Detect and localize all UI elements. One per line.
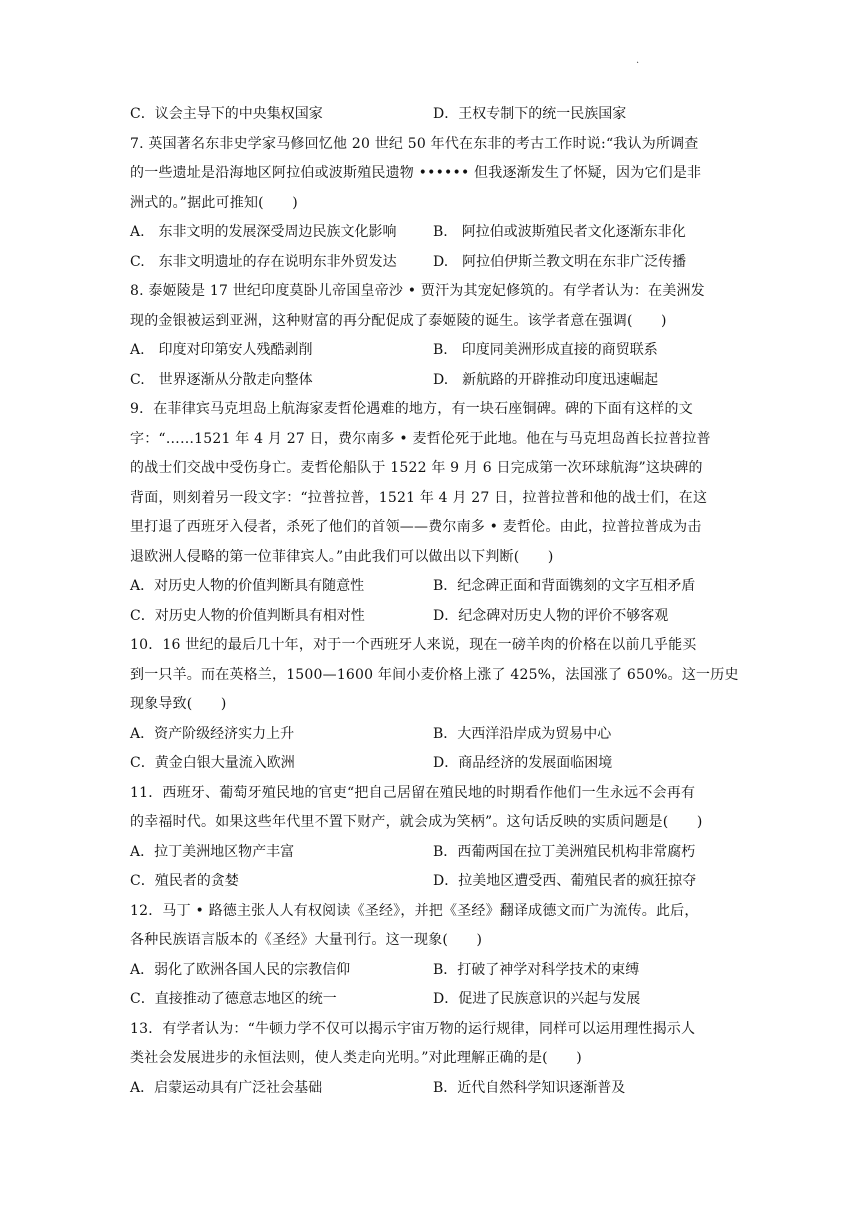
q10-option-d[interactable]: D．商品经济的发展面临困境 <box>433 755 613 771</box>
q10-option-a[interactable]: A．资产阶级经济实力上升 <box>130 725 295 742</box>
q7-option-d[interactable]: D. 阿拉伯伊斯兰教文明在东非广泛传播 <box>433 253 687 270</box>
question-13 <box>130 1015 730 1104</box>
q7-option-b[interactable]: B. 阿拉伯或波斯殖民者文化逐渐东非化 <box>433 224 686 240</box>
q12-options-ab <box>130 956 730 986</box>
header-mark: · <box>636 58 640 69</box>
q10-stem-line: 到一只羊。而在英格兰，1500—1600 年间小麦价格上涨了 425%，法国涨了 650%。这一历史 <box>130 666 739 683</box>
q10-option-b[interactable]: B．大西洋沿岸成为贸易中心 <box>433 725 612 742</box>
q13-option-a[interactable]: A．启蒙运动具有广泛社会基础 <box>130 1079 323 1096</box>
q13-option-b[interactable]: B．近代自然科学知识逐渐普及 <box>433 1079 626 1096</box>
q12-stem-line: 各种民族语言版本的《圣经》大量刊行。这一现象( ) <box>130 932 483 948</box>
q9-stem-line: 的战士们交战中受伤身亡。麦哲伦船队于 1522 年 9 月 6 日完成第一次环球航海”这块碑的 <box>130 460 703 476</box>
q11-option-d[interactable]: D．拉美地区遭受西、葡殖民者的疯狂掠夺 <box>433 873 697 889</box>
q11-options-ab <box>130 838 730 868</box>
q13-options-ab <box>130 1074 730 1104</box>
q11-stem-line: 的幸福时代。如果这些年代里不置下财产，就会成为笑柄”。这句话反映的实质问题是( ) <box>130 814 703 830</box>
q8-options-cd <box>130 366 730 396</box>
q7-option-a[interactable]: A. 东非文明的发展深受周边民族文化影响 <box>130 224 397 240</box>
q8-options-ab <box>130 336 730 366</box>
question-11 <box>130 779 730 897</box>
q6-option-c[interactable]: C．议会主导下的中央集权国家 <box>130 106 323 122</box>
q8-option-a[interactable]: A. 印度对印第安人残酷剥削 <box>130 342 313 358</box>
question-content <box>130 100 739 1103</box>
q8-option-d[interactable]: D. 新航路的开辟推动印度迅速崛起 <box>433 371 659 388</box>
q6-option-d[interactable]: D．王权专制下的统一民族国家 <box>433 106 627 122</box>
q9-options-cd <box>130 602 730 632</box>
question-12 <box>130 897 730 1015</box>
q12-option-a[interactable]: A．弱化了欧洲各国人民的宗教信仰 <box>130 961 351 978</box>
q10-options-cd <box>130 749 730 779</box>
q12-option-b[interactable]: B．打破了神学对科学技术的束缚 <box>433 961 640 978</box>
q13-stem-line: 13．有学者认为：“牛顿力学不仅可以揭示宇宙万物的运行规律，同样可以运用理性揭示人 <box>130 1020 696 1037</box>
q11-option-b[interactable]: B．西葡两国在拉丁美洲殖民机构非常腐朽 <box>433 843 696 860</box>
q9-option-c[interactable]: C．对历史人物的价值判断具有相对性 <box>130 607 365 624</box>
q7-stem-line: 7. 英国著名东非史学家马修回忆他 20 世纪 50 年代在东非的考古工作时说:“我认为所调查 <box>130 135 699 152</box>
q9-stem-line: 9．在菲律宾马克坦岛上航海家麦哲伦遇难的地方，有一块石座铜碑。碑的下面有这样的文 <box>130 401 693 417</box>
q9-stem-line: 里打退了西班牙入侵者，杀死了他们的首领——费尔南多 • 麦哲伦。由此，拉普拉普成为击 <box>130 519 702 535</box>
q7-stem-line: 洲式的。”据此可推知( ) <box>130 194 298 211</box>
question-9 <box>130 395 730 631</box>
q11-options-cd <box>130 867 730 897</box>
q8-stem-line: 8. 泰姬陵是 17 世纪印度莫卧儿帝国皇帝沙 • 贾汗为其宠妃修筑的。有学者认为：在美洲发 <box>130 283 705 299</box>
q10-option-c[interactable]: C．黄金白银大量流入欧洲 <box>130 755 295 771</box>
q8-option-c[interactable]: C. 世界逐渐从分散走向整体 <box>130 371 313 388</box>
question-10 <box>130 631 739 779</box>
q11-option-a[interactable]: A．拉丁美洲地区物产丰富 <box>130 843 295 860</box>
q9-options-ab <box>130 572 730 602</box>
q11-stem-line: 11．西班牙、葡萄牙殖民地的官吏“把自己居留在殖民地的时期看作他们一生永远不会再有 <box>130 784 696 801</box>
q8-stem-line: 现的金银被运到亚洲，这种财富的再分配促成了泰姬陵的诞生。该学者意在强调( ) <box>130 312 667 329</box>
q9-stem-line: 字：“……1521 年 4 月 27 日，费尔南多 • 麦哲伦死于此地。他在与马克坦岛酋长拉普拉普 <box>130 430 711 447</box>
q7-options-ab <box>130 218 730 248</box>
q7-option-c[interactable]: C. 东非文明遗址的存在说明东非外贸发达 <box>130 253 397 270</box>
q13-stem-line: 类社会发展进步的永恒法则，使人类走向光明。”对此理解正确的是( ) <box>130 1050 582 1066</box>
q12-option-d[interactable]: D．促进了民族意识的兴起与发展 <box>433 991 641 1007</box>
q9-stem-line: 背面，则刻着另一段文字：“拉普拉普，1521 年 4 月 27 日，拉普拉普和他的战士们，在这 <box>130 489 708 506</box>
q9-option-d[interactable]: D．纪念碑对历史人物的评价不够客观 <box>433 607 669 624</box>
q9-stem-line: 退欧洲人侵略的第一位菲律宾人。”由此我们可以做出以下判断( ) <box>130 548 554 565</box>
question-7 <box>130 130 730 278</box>
q12-stem-line: 12．马丁 • 路德主张人人有权阅读《圣经》，并把《圣经》翻译成德文而广为流传。此后， <box>130 902 699 919</box>
q10-stem-line: 10．16 世纪的最后几十年，对于一个西班牙人来说，现在一磅羊肉的价格在以前几乎能买 <box>130 637 697 653</box>
q8-option-b[interactable]: B. 印度同美洲形成直接的商贸联系 <box>433 342 658 358</box>
q6-options-cd <box>130 100 730 130</box>
q12-options-cd <box>130 985 730 1015</box>
question-8 <box>130 277 730 395</box>
q10-options-ab <box>130 720 730 750</box>
q7-stem-line: 的一些遗址是沿海地区阿拉伯或波斯殖民遗物 •••••• 但我逐渐发生了怀疑，因为它们是非 <box>130 165 702 181</box>
q10-stem-line: 现象导致( ) <box>130 696 227 712</box>
q11-option-c[interactable]: C．殖民者的贪婪 <box>130 873 239 889</box>
q7-options-cd <box>130 248 730 278</box>
q9-option-b[interactable]: B．纪念碑正面和背面镌刻的文字互相矛盾 <box>433 578 696 594</box>
q12-option-c[interactable]: C．直接推动了德意志地区的统一 <box>130 991 337 1007</box>
q9-option-a[interactable]: A．对历史人物的价值判断具有随意性 <box>130 578 365 594</box>
